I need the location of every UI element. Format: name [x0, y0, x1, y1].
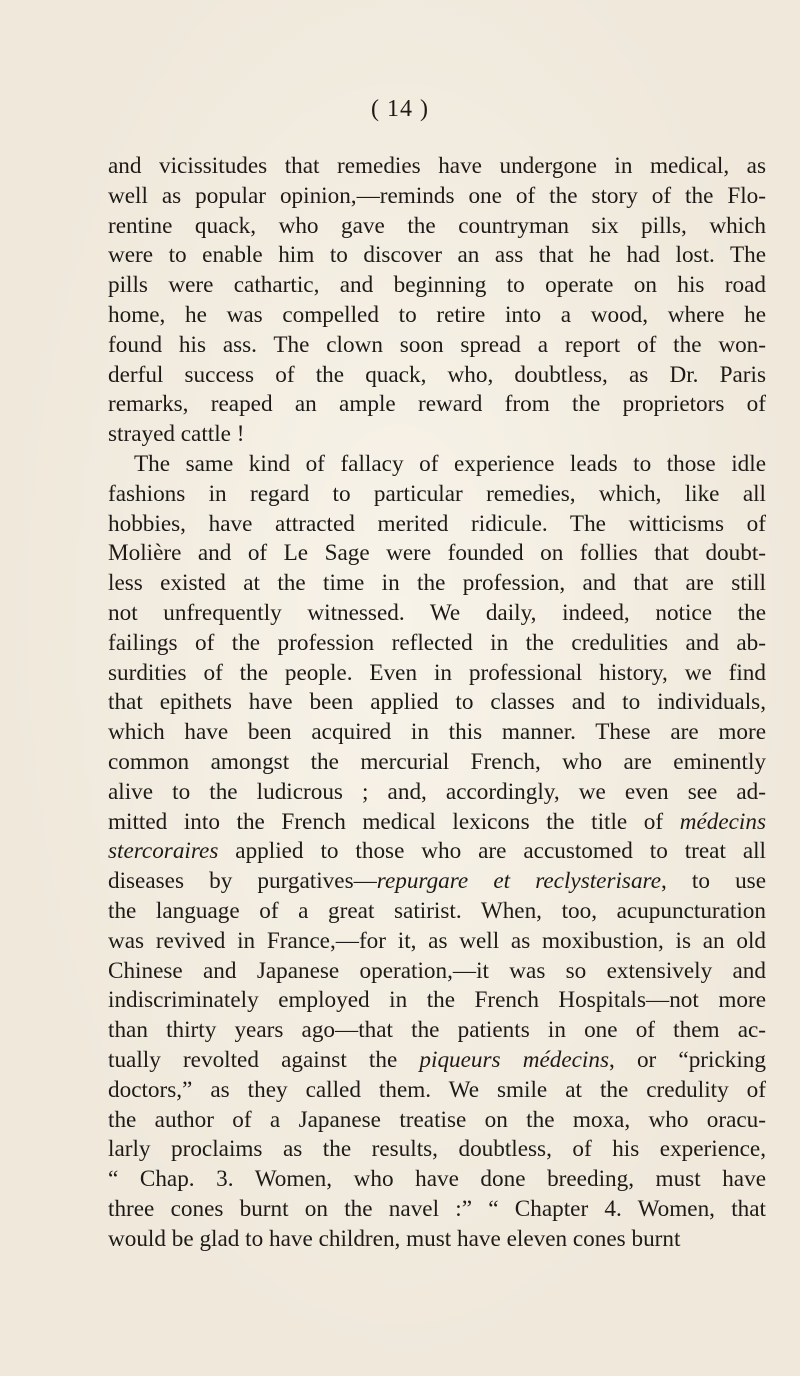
- text-line: hobbies, have attracted merited ridicule. The witticisms of: [108, 510, 766, 537]
- text-segment: diseases by purgatives—: [108, 868, 377, 895]
- text-line: surdities of the people. Even in professional history, we find: [108, 659, 766, 686]
- text-line: would be glad to have children, must have eleven cones burnt: [108, 1225, 681, 1252]
- text-segment: , or “pricking: [609, 1046, 766, 1073]
- italic-phrase: stercoraires: [108, 838, 219, 865]
- text-line: than thirty years ago—that the patients in one of them ac-: [108, 1017, 766, 1044]
- text-line: [108, 808, 766, 838]
- text-segment: mitted into the French medical lexicons the title of: [108, 808, 664, 835]
- body-text: [108, 152, 766, 1254]
- text-line: the language of a great satirist. When, too, acupuncturation: [108, 897, 766, 924]
- text-line: less existed at the time in the profession, and that are still: [108, 570, 766, 597]
- text-line: were to enable him to discover an ass that he had lost. The: [108, 242, 766, 269]
- italic-phrase: repurgare et reclysterisare: [376, 868, 661, 895]
- text-line: that epithets have been applied to classes and to individuals,: [108, 689, 766, 716]
- text-line: larly proclaims as the results, doubtless, of his experience,: [108, 1136, 766, 1163]
- text-line: common amongst the mercurial French, who are eminently: [108, 748, 766, 775]
- text-line: three cones burnt on the navel :” “ Chapter 4. Women, that: [108, 1195, 766, 1222]
- text-line: [108, 867, 766, 897]
- text-line: alive to the ludicrous ; and, accordingly, we even see ad-: [108, 778, 766, 805]
- text-segment: tually revolted against the: [108, 1046, 398, 1073]
- text-line: [108, 1046, 766, 1076]
- text-line: “ Chap. 3. Women, who have done breeding, must have: [108, 1166, 766, 1193]
- text-line: strayed cattle !: [108, 421, 245, 448]
- text-segment: , to use: [661, 868, 766, 895]
- page-number: ( 14 ): [371, 96, 429, 122]
- text-line: found his ass. The clown soon spread a report of the won-: [108, 331, 766, 358]
- text-line: well as popular opinion,—reminds one of the story of the Flo-: [108, 182, 766, 209]
- text-line: rentine quack, who gave the countryman six pills, which: [108, 212, 766, 239]
- text-line: [108, 837, 766, 867]
- text-line: Chinese and Japanese operation,—it was so extensively and: [108, 957, 766, 984]
- text-line: The same kind of fallacy of experience leads to those idle: [134, 450, 766, 477]
- text-line: Molière and of Le Sage were founded on follies that doubt-: [108, 540, 766, 567]
- text-line: the author of a Japanese treatise on the moxa, who oracu-: [108, 1106, 766, 1133]
- text-line: not unfrequently witnessed. We daily, indeed, notice the: [108, 599, 766, 626]
- text-line: derful success of the quack, who, doubtless, as Dr. Paris: [108, 361, 766, 388]
- italic-phrase: médecins: [679, 808, 766, 835]
- text-line: failings of the profession reflected in the credulities and ab-: [108, 629, 766, 656]
- text-line: which have been acquired in this manner. These are more: [108, 719, 766, 746]
- text-line: pills were cathartic, and beginning to operate on his road: [108, 272, 766, 299]
- italic-phrase: piqueurs médecins: [419, 1046, 609, 1073]
- text-line: was revived in France,—for it, as well as moxibustion, is an old: [108, 927, 766, 954]
- text-line: and vicissitudes that remedies have undergone in medical, as: [108, 153, 766, 179]
- text-line: indiscriminately employed in the French Hospitals—not more: [108, 987, 766, 1014]
- text-line: remarks, reaped an ample reward from the proprietors of: [108, 391, 766, 418]
- text-line: doctors,” as they called them. We smile at the credulity of: [108, 1076, 766, 1103]
- text-line: home, he was compelled to retire into a wood, where he: [108, 301, 766, 328]
- text-segment: applied to those who are accustomed to treat all: [235, 838, 767, 865]
- text-line: fashions in regard to particular remedies, which, like all: [108, 480, 766, 507]
